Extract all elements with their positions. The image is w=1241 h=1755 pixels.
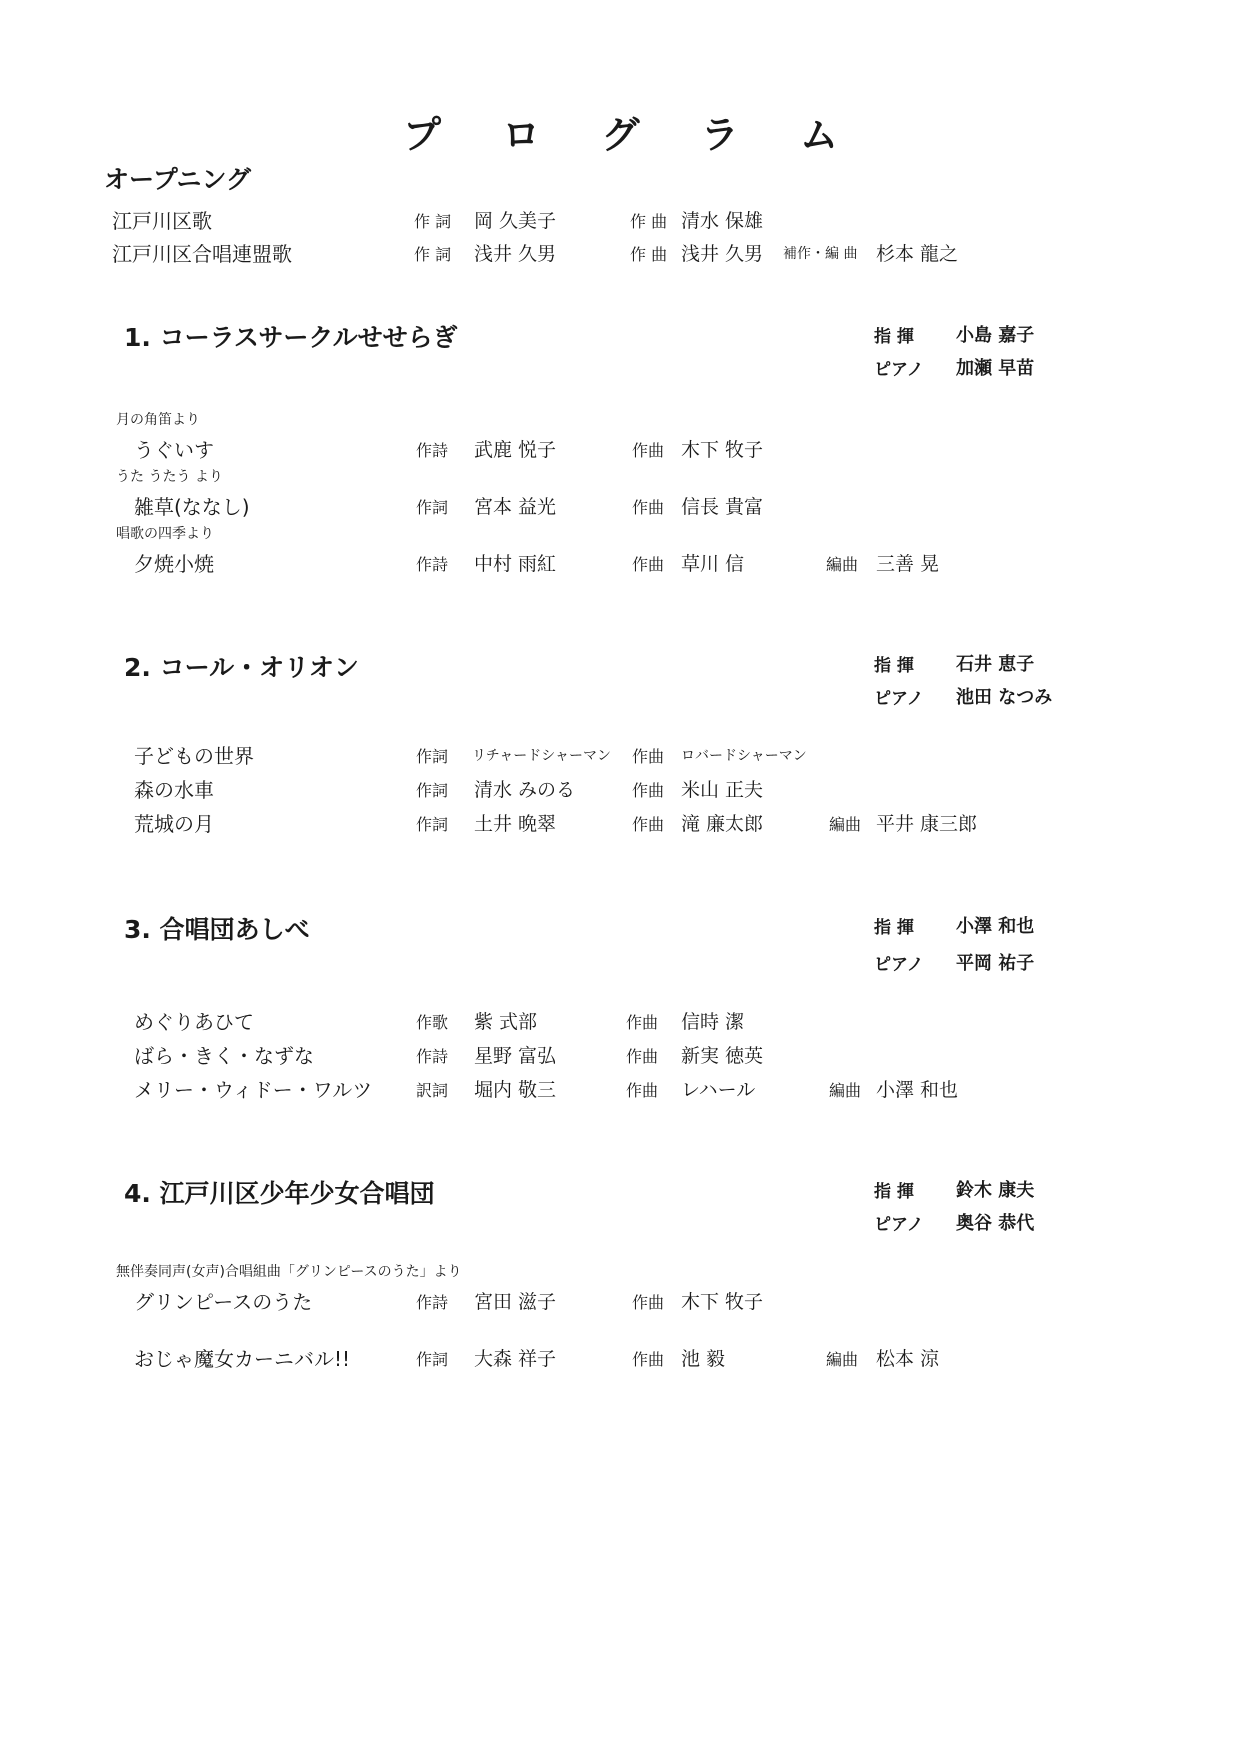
composer: 木下 牧子 xyxy=(681,1291,764,1313)
arranger: 小澤 和也 xyxy=(876,1079,959,1101)
section-heading: 3. 合唱団あしべ xyxy=(124,915,310,944)
piano-label: ピアノ xyxy=(874,955,924,975)
song-title: うぐいす xyxy=(134,438,214,462)
arranger-label: 編曲 xyxy=(829,815,862,834)
arranger: 平井 康三郎 xyxy=(876,813,978,835)
lyric-label: 作詩 xyxy=(416,555,449,574)
piano-label: ピアノ xyxy=(874,1215,924,1235)
page-title: プ ロ グ ラ ム xyxy=(403,113,862,157)
lyric-label: 作詞 xyxy=(416,781,449,800)
lyricist: 岡 久美子 xyxy=(474,210,557,232)
conductor: 鈴木 康夫 xyxy=(956,1180,1035,1201)
composer: ロバードシャーマン xyxy=(681,748,807,764)
arranger: 三善 晃 xyxy=(876,553,940,575)
pianist: 加瀬 早苗 xyxy=(956,358,1035,379)
song-title: 江戸川区歌 xyxy=(112,209,212,233)
lyric-label: 訳詞 xyxy=(416,1081,449,1100)
song-title: 夕焼小焼 xyxy=(134,552,214,576)
arranger-label: 編曲 xyxy=(826,1350,859,1369)
lyric-label: 作詞 xyxy=(416,1350,449,1369)
composer: レハール xyxy=(681,1079,756,1101)
conductor: 石井 恵子 xyxy=(956,654,1035,675)
composer-label: 作 曲 xyxy=(630,212,668,231)
pianist: 平岡 祐子 xyxy=(956,953,1035,974)
composer-label: 作曲 xyxy=(626,1081,659,1100)
song-title: 江戸川区合唱連盟歌 xyxy=(112,242,292,266)
arranger-label: 編曲 xyxy=(826,555,859,574)
conductor-label: 指 揮 xyxy=(874,1182,914,1202)
piano-label: ピアノ xyxy=(874,689,924,709)
composer: 新実 徳英 xyxy=(681,1045,764,1067)
section-heading: 4. 江戸川区少年少女合唱団 xyxy=(124,1179,435,1208)
song-title: めぐりあひて xyxy=(134,1010,254,1034)
section-heading: 1. コーラスサークルせせらぎ xyxy=(124,323,458,352)
song-title: おじゃ魔女カーニバル!! xyxy=(134,1347,351,1371)
lyricist: 宮本 益光 xyxy=(474,496,557,518)
arranger-label: 編曲 xyxy=(829,1081,862,1100)
song-source: 月の角笛より xyxy=(116,412,200,428)
lyricist: リチャードシャーマン xyxy=(472,748,612,764)
song-source: 無伴奏同声(女声)合唱組曲「グリンピースのうた」より xyxy=(116,1264,462,1280)
composer-label: 作曲 xyxy=(626,1013,659,1032)
composer-label: 作曲 xyxy=(632,555,665,574)
composer-label: 作曲 xyxy=(632,498,665,517)
lyricist: 宮田 滋子 xyxy=(474,1291,557,1313)
lyricist: 紫 式部 xyxy=(474,1011,538,1033)
lyricist: 武鹿 悦子 xyxy=(474,439,557,461)
lyric-label: 作詩 xyxy=(416,1293,449,1312)
composer: 滝 廉太郎 xyxy=(681,813,764,835)
composer-label: 作曲 xyxy=(632,441,665,460)
song-title: 雑草(ななし) xyxy=(134,495,250,519)
composer-label: 作 曲 xyxy=(630,245,668,264)
conductor: 小島 嘉子 xyxy=(956,325,1035,346)
section-heading: 2. コール・オリオン xyxy=(124,653,359,682)
composer: 信長 貴富 xyxy=(681,496,764,518)
song-title: グリンピースのうた xyxy=(134,1290,313,1314)
arranger: 松本 涼 xyxy=(876,1348,940,1370)
song-title: 森の水車 xyxy=(134,778,214,802)
composer-label: 作曲 xyxy=(632,1350,665,1369)
composer: 信時 潔 xyxy=(681,1011,745,1033)
conductor-label: 指 揮 xyxy=(874,656,914,676)
lyricist: 堀内 敬三 xyxy=(474,1079,557,1101)
song-title: 子どもの世界 xyxy=(134,744,254,768)
song-title: 荒城の月 xyxy=(134,812,214,836)
lyric-label: 作詩 xyxy=(416,1047,449,1066)
composer: 木下 牧子 xyxy=(681,439,764,461)
lyric-label: 作 詞 xyxy=(414,212,452,231)
composer: 草川 信 xyxy=(681,553,745,575)
lyric-label: 作詞 xyxy=(416,498,449,517)
composer-label: 作曲 xyxy=(632,747,665,766)
composer-label: 作曲 xyxy=(632,781,665,800)
opening-heading: オープニング xyxy=(104,165,252,194)
composer-label: 作曲 xyxy=(632,1293,665,1312)
conductor-label: 指 揮 xyxy=(874,327,914,347)
lyricist: 土井 晩翠 xyxy=(474,813,557,835)
song-source: 唱歌の四季より xyxy=(116,526,214,542)
song-title: メリー・ウィドー・ワルツ xyxy=(134,1078,373,1102)
pianist: 池田 なつみ xyxy=(956,687,1053,708)
composer-label: 作曲 xyxy=(632,815,665,834)
lyricist: 清水 みのる xyxy=(474,779,576,801)
lyric-label: 作詞 xyxy=(416,815,449,834)
lyric-label: 作詩 xyxy=(416,441,449,460)
conductor: 小澤 和也 xyxy=(956,916,1035,937)
pianist: 奥谷 恭代 xyxy=(956,1213,1035,1234)
song-source: うた うたう より xyxy=(116,469,223,485)
lyricist: 大森 祥子 xyxy=(474,1348,557,1370)
lyric-label: 作歌 xyxy=(416,1013,449,1032)
lyricist: 浅井 久男 xyxy=(474,243,557,265)
lyricist: 中村 雨紅 xyxy=(474,553,557,575)
composer: 米山 正夫 xyxy=(681,779,764,801)
lyric-label: 作 詞 xyxy=(414,245,452,264)
song-title: ばら・きく・なずな xyxy=(134,1044,314,1068)
composer: 池 毅 xyxy=(681,1348,726,1370)
composer-label: 作曲 xyxy=(626,1047,659,1066)
arranger: 杉本 龍之 xyxy=(876,243,959,265)
piano-label: ピアノ xyxy=(874,360,924,380)
composer: 清水 保雄 xyxy=(681,210,764,232)
lyricist: 星野 富弘 xyxy=(474,1045,557,1067)
composer: 浅井 久男 xyxy=(681,243,764,265)
lyric-label: 作詞 xyxy=(416,747,449,766)
conductor-label: 指 揮 xyxy=(874,918,914,938)
arranger-label: 補作・編 曲 xyxy=(783,246,858,262)
